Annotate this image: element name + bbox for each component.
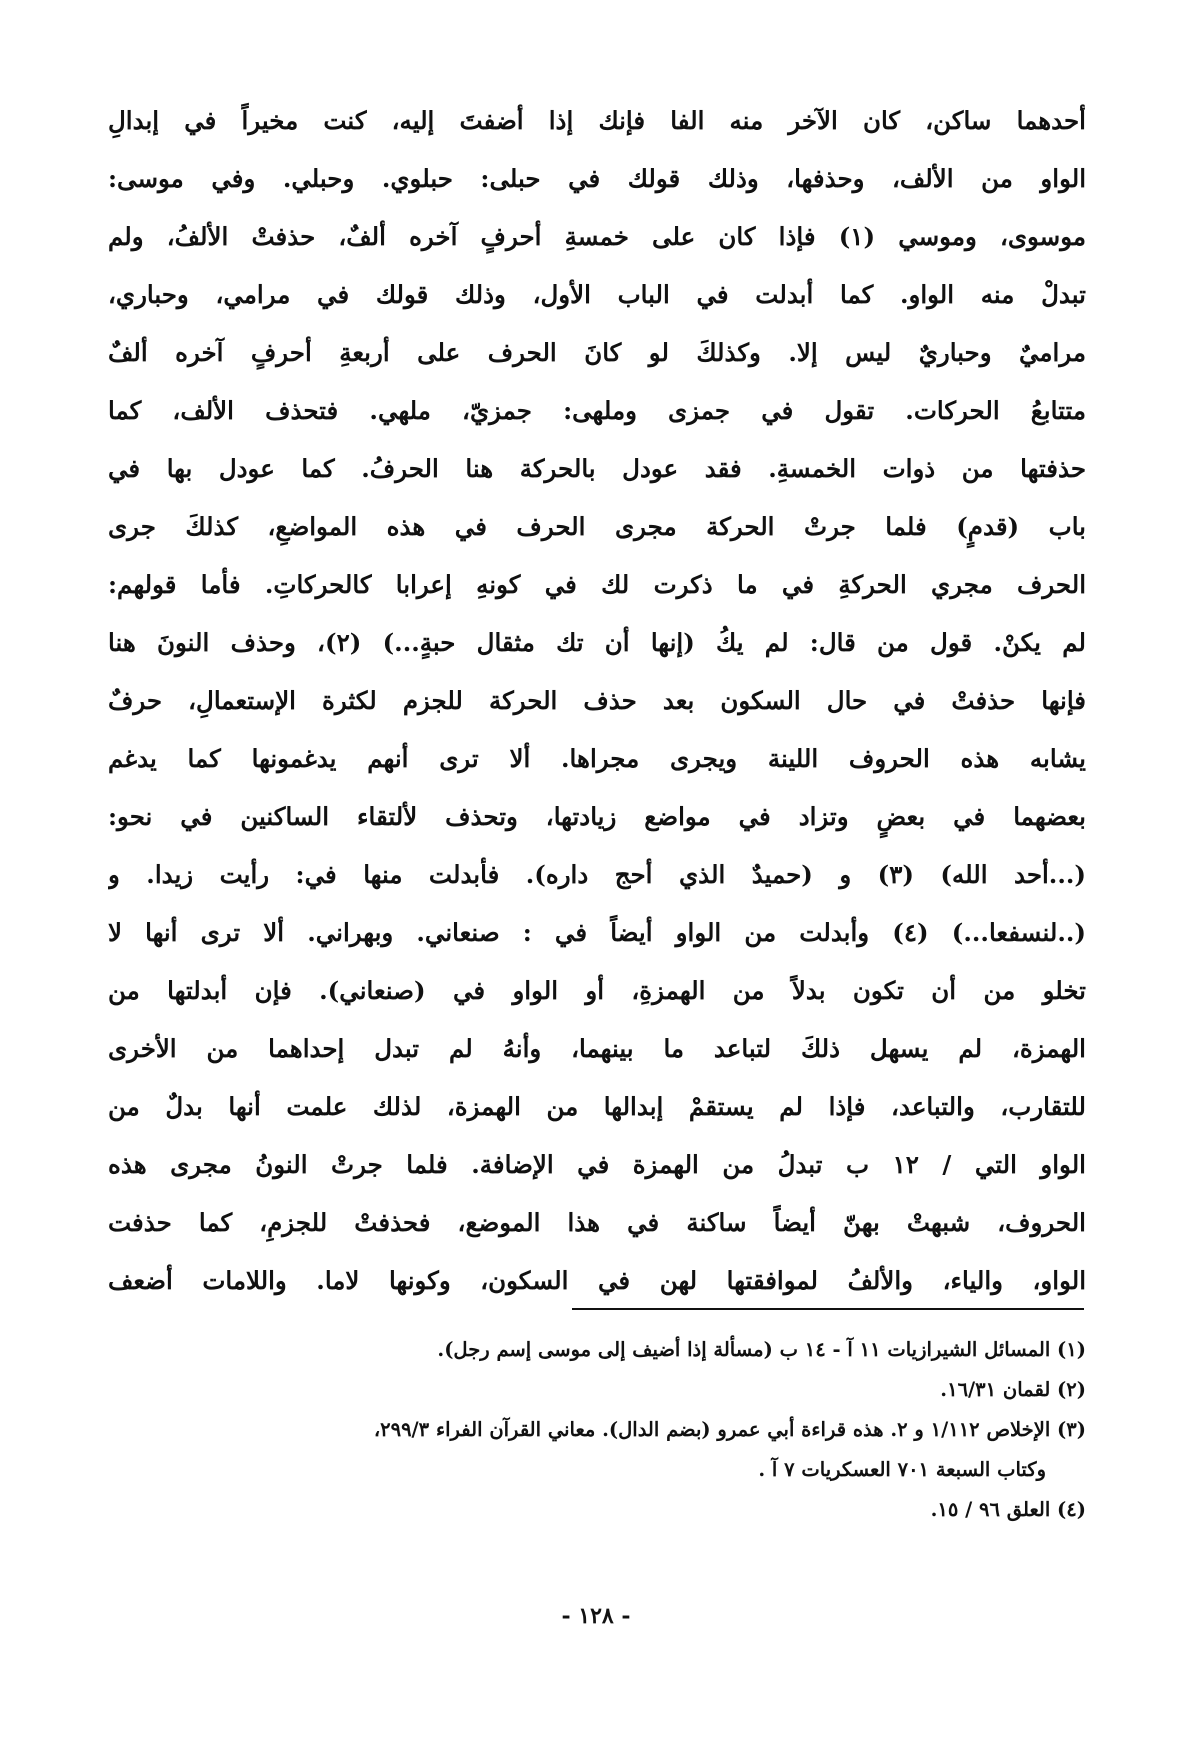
text-line: الواو التي / ١٢ ب تبدلُ من الهمزة في الإضافة. فلما جرتْ النونُ مجرى هذه [108, 1150, 1086, 1179]
text-line: الهمزة، لم يسهل ذلكَ لتباعد ما بينهما، وأنهُ لم تبدل إحداهما من الأخرى [108, 1034, 1086, 1063]
text-line: موسوى، وموسي (١) فإذا كان على خمسةِ أحرفٍ آخره ألفٌ، حذفتْ الألفُ، ولم [108, 222, 1086, 251]
text-line: مراميٌ وحباريٌ ليس إلا. وكذلكَ لو كانَ الحرف على أربعةِ أحرفٍ آخره ألفٌ [108, 338, 1086, 367]
text-line: تخلو من أن تكون بدلاً من الهمزةِ، أو الواو في (صنعاني). فإن أبدلتها من [108, 976, 1086, 1005]
text-line: تبدلْ منه الواو. كما أبدلت في الباب الأول، وذلك قولك في مرامي، وحباري، [108, 280, 1086, 309]
text-line: الحروف، شبهتْ بهنّ أيضاً ساكنة في هذا الموضع، فحذفتْ للجزمِ، كما حذفت [108, 1208, 1086, 1237]
main-text-block [108, 92, 1086, 1310]
text-line: بعضهما في بعضٍ وتزاد في مواضع زيادتها، وتحذف لألتقاء الساكنين في نحو: [108, 802, 1086, 831]
text-line: (...أحد الله) (٣) و (حميدٌ الذي أحج داره). فأبدلت منها في: رأيت زيدا. و [108, 860, 1086, 889]
footnote-4: (٤) العلق ٩٦ / ١٥. [930, 1498, 1086, 1521]
footnote-3-continuation: وكتاب السبعة ٧٠١ العسكريات ٧ آ . [758, 1458, 1046, 1481]
text-line: لم يكنْ. قول من قال: لم يكُ (إنها أن تك مثقال حبةٍ...) (٢)، وحذف النونَ هنا [108, 628, 1086, 657]
footnote-1: (١) المسائل الشيرازيات ١١ آ - ١٤ ب (مسألة إذا أضيف إلى موسى إسم رجل). [437, 1338, 1086, 1361]
footnote-2: (٢) لقمان ١٦/٣١. [940, 1378, 1086, 1401]
text-line: الحرف مجري الحركةِ في ما ذكرت لك في كونهِ إعرابا كالحركاتِ. فأما قولهم: [108, 570, 1086, 599]
text-line: باب (قدمٍ) فلما جرتْ الحركة مجرى الحرف في هذه المواضعِ، كذلكَ جرى [108, 512, 1086, 541]
text-line: الواو من الألف، وحذفها، وذلك قولك في حبلى: حبلوي. وحبلي. وفي موسى: [108, 164, 1086, 193]
text-line: يشابه هذه الحروف اللينة ويجرى مجراها. ألا ترى أنهم يدغمونها كما يدغم [108, 744, 1086, 773]
text-line: متتابعُ الحركات. تقول في جمزى وملهى: جمزيّ، ملهي. فتحذف الألف، كما [108, 396, 1086, 425]
text-line: الواو، والياء، والألفُ لموافقتها لهن في السكون، وكونها لاما. واللامات أضعف [108, 1266, 1086, 1295]
footnote-3: (٣) الإخلاص ١/١١٢ و ٢. هذه قراءة أبي عمرو (بضم الدال). معاني القرآن الفراء ٢٩٩/٣، [373, 1418, 1086, 1441]
text-line: حذفتها من ذوات الخمسةِ. فقد عودل بالحركة هنا الحرفُ. كما عودل بها في [108, 454, 1086, 483]
text-line: فإنها حذفتْ في حال السكون بعد حذف الحركة للجزم لكثرة الإستعمالِ، حرفٌ [108, 686, 1086, 715]
text-line: أحدهما ساكن، كان الآخر منه الفا فإنك إذا أضفتَ إليه، كنت مخيراً في إبدالِ [108, 106, 1086, 135]
text-line: (..لنسفعا...) (٤) وأبدلت من الواو أيضاً في : صنعاني. وبهراني. ألا ترى أنها لا [108, 918, 1086, 947]
text-line: للتقارب، والتباعد، فإذا لم يستقمْ إبدالها من الهمزة، لذلك علمت أنها بدلٌ من [108, 1092, 1086, 1121]
footnotes-block [150, 1330, 1086, 1530]
page-number: - ١٢٨ - [561, 1603, 631, 1629]
footnote-separator [572, 1308, 1084, 1310]
